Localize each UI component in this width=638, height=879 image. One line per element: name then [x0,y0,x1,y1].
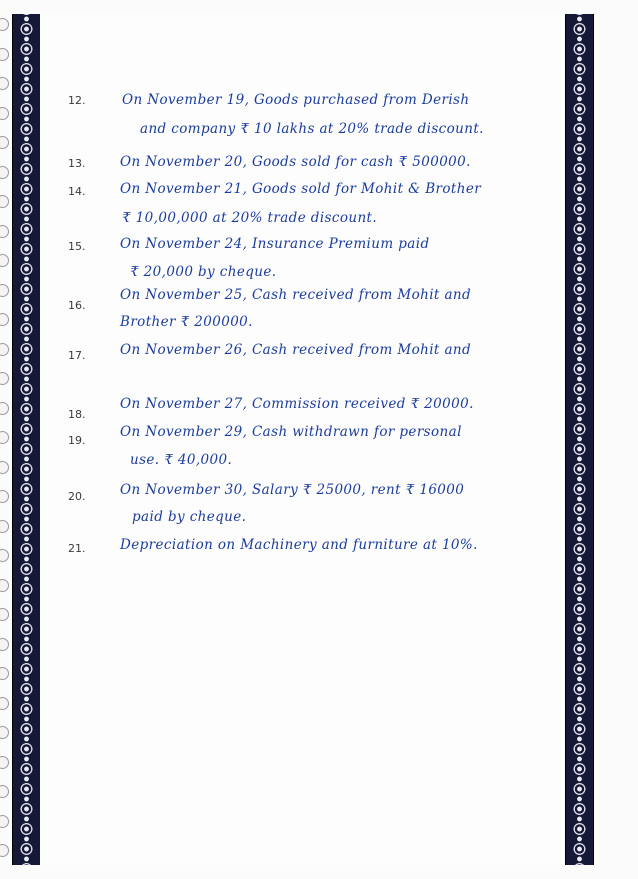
entry-number: 20. [68,490,86,503]
binding-hole [0,520,9,533]
entry-number: 21. [68,542,86,555]
binding-hole [0,107,9,120]
binding-hole [0,490,9,503]
entry-number: 13. [68,157,86,170]
binding-hole [0,638,9,651]
entry-number: 14. [68,185,86,198]
binding-hole [0,756,9,769]
binding-hole [0,608,9,621]
binding-hole [0,579,9,592]
entry-line: On November 24, Insurance Premium paid [120,236,430,252]
binding-hole [0,402,9,415]
entry-line: On November 20, Goods sold for cash ₹ 500000. [120,154,471,170]
entry-number: 18. [68,408,86,421]
entry-line: use. ₹ 40,000. [130,452,233,468]
binding-hole [0,343,9,356]
entry-number: 17. [68,349,86,362]
entry-line: On November 29, Cash withdrawn for personal [120,424,462,440]
binding-hole [0,195,9,208]
entry-line: On November 21, Goods sold for Mohit & Brother [120,181,482,197]
binding-hole [0,815,9,828]
binding-hole [0,225,9,238]
binding-hole [0,254,9,267]
entry-line: Depreciation on Machinery and furniture at 10%. [120,537,478,553]
entry-line: On November 27, Commission received ₹ 20000. [120,396,474,412]
binding-hole [0,726,9,739]
binding-hole [0,549,9,562]
entry-number: 16. [68,299,86,312]
binding-hole [0,372,9,385]
entry-line: and company ₹ 10 lakhs at 20% trade discount. [140,121,484,137]
binding-hole [0,461,9,474]
ornamental-border-right [565,14,594,865]
entry-line: Brother ₹ 200000. [120,314,253,330]
binding-hole [0,844,9,857]
entry-line: paid by cheque. [132,509,247,525]
entry-line: ₹ 20,000 by cheque. [130,264,277,280]
binding-hole [0,284,9,297]
binding-hole [0,136,9,149]
entry-number: 12. [68,94,86,107]
entry-line: ₹ 10,00,000 at 20% trade discount. [122,210,378,226]
entry-line: On November 26, Cash received from Mohit and [120,342,472,358]
binding-hole [0,166,9,179]
handwritten-sheet [40,14,565,865]
ornamental-border-left [12,14,41,865]
binding-hole [0,667,9,680]
entry-line: On November 30, Salary ₹ 25000, rent ₹ 16000 [120,482,465,498]
entry-number: 15. [68,240,86,253]
entry-line: On November 25, Cash received from Mohit and [120,287,472,303]
binding-hole [0,697,9,710]
binding-hole [0,785,9,798]
spiral-binding [0,10,10,870]
binding-hole [0,77,9,90]
binding-hole [0,48,9,61]
entry-line: On November 19, Goods purchased from Derish [122,92,470,108]
binding-hole [0,431,9,444]
binding-hole [0,18,9,31]
binding-hole [0,313,9,326]
entry-number: 19. [68,434,86,447]
